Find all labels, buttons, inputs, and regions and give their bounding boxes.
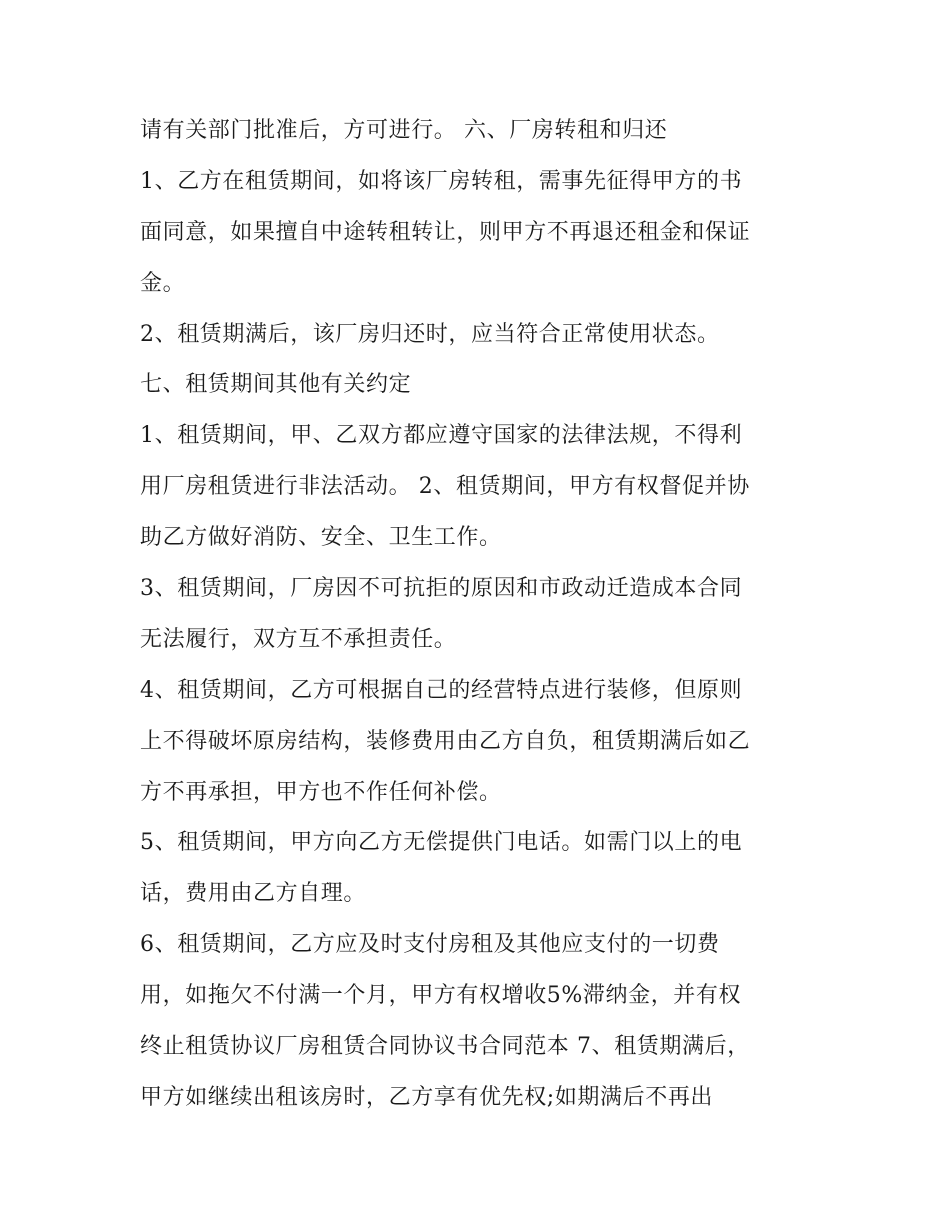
text-line: 金。 bbox=[140, 270, 186, 296]
text-line: 面同意，如果擅自中途转租转让，则甲方不再退还租金和保证 bbox=[140, 219, 751, 245]
text-line: 1、乙方在租赁期间，如将该厂房转租，需事先征得甲方的书 bbox=[140, 168, 743, 194]
text-line: 6、租赁期间，乙方应及时支付房租及其他应支付的一切费 bbox=[140, 932, 720, 958]
text-line: 助乙方做好消防、安全、卫生工作。 bbox=[140, 525, 502, 551]
text-line: 3、租赁期间，厂房因不可抗拒的原因和市政动迁造成本合同 bbox=[140, 576, 743, 602]
text-line: 1、租赁期间，甲、乙双方都应遵守国家的法律法规，不得利 bbox=[140, 423, 743, 449]
text-line: 话，费用由乙方自理。 bbox=[140, 881, 367, 907]
text-line: 甲方如继续出租该房时，乙方享有优先权;如期满后不再出 bbox=[140, 1084, 714, 1110]
text-line: 4、租赁期间，乙方可根据自己的经营特点进行装修，但原则 bbox=[140, 677, 743, 703]
section-heading: 七、租赁期间其他有关约定 bbox=[140, 372, 412, 398]
text-line: 用厂房租赁进行非法活动。 2、租赁期间，甲方有权督促并协 bbox=[140, 474, 750, 500]
text-line: 请有关部门批准后，方可进行。 六、厂房转租和归还 bbox=[140, 118, 668, 143]
contract-text-body bbox=[140, 106, 840, 1124]
text-line: 用，如拖欠不付满一个月，甲方有权增收5%滞纳金，并有权 bbox=[140, 983, 742, 1009]
text-line: 上不得破坏原房结构，装修费用由乙方自负，租赁期满后如乙 bbox=[140, 728, 751, 754]
text-line: 2、租赁期满后，该厂房归还时，应当符合正常使用状态。 bbox=[140, 321, 720, 347]
text-line: 无法履行，双方互不承担责任。 bbox=[140, 626, 457, 652]
text-line: 5、租赁期间，甲方向乙方无偿提供门电话。如需门以上的电 bbox=[140, 830, 743, 856]
text-line: 终止租赁协议厂房租赁合同协议书合同范本 7、租赁期满后， bbox=[140, 1034, 750, 1060]
text-line: 方不再承担，甲方也不作任何补偿。 bbox=[140, 779, 502, 805]
